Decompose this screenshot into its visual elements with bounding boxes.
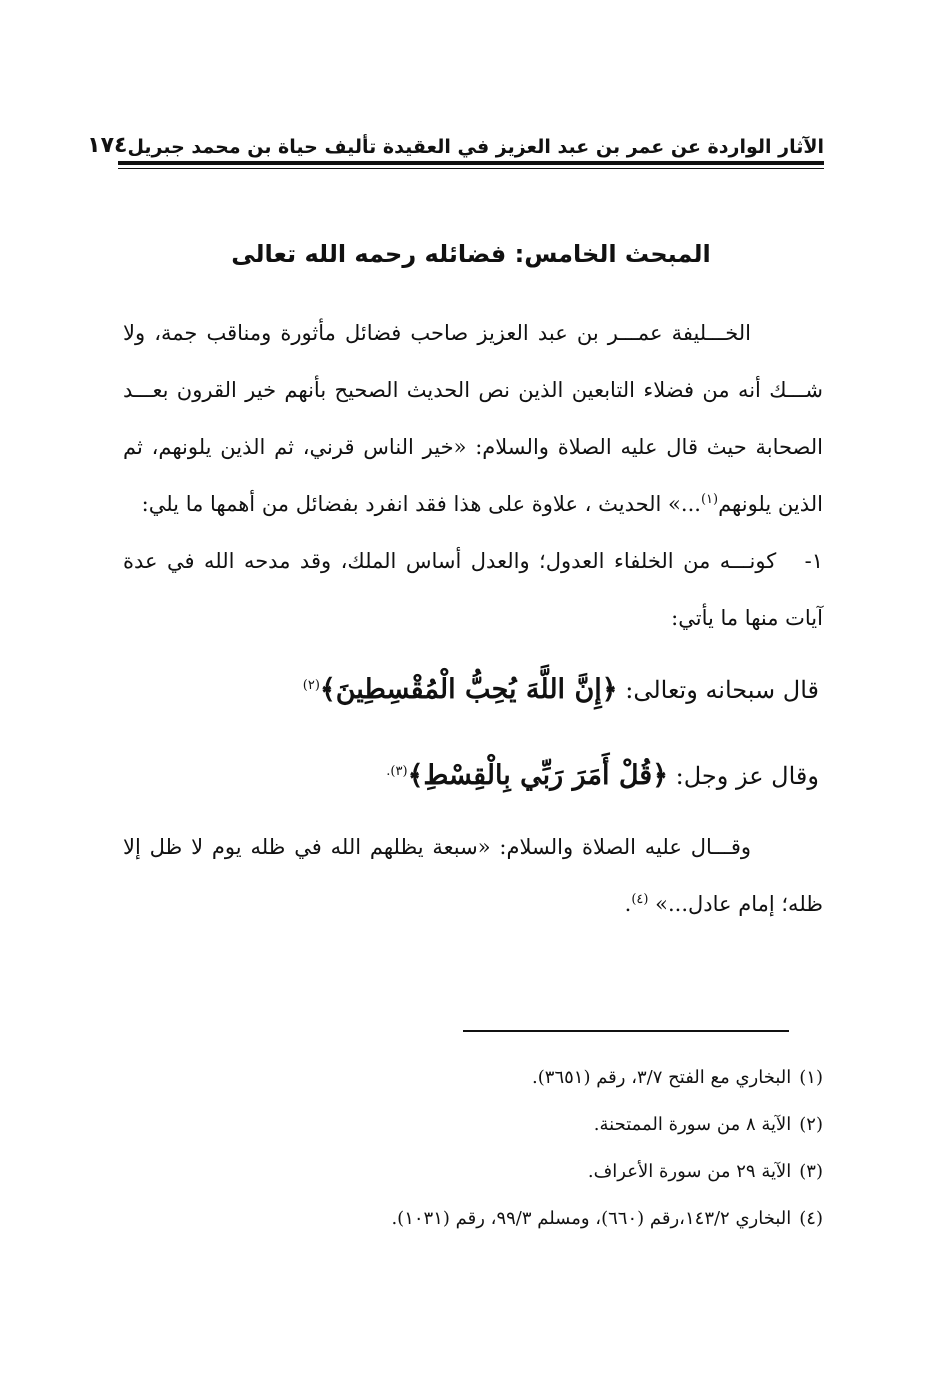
verse-intro: قال سبحانه وتعالى: (625, 676, 819, 704)
footnote-text: الآية ٢٩ من سورة الأعراف. (587, 1161, 792, 1182)
footnote-number: (٢) (799, 1114, 823, 1135)
intro-paragraph-text: الخـــليفة عمـــر بن عبد العزيز صاحب فضائل مأثورة ومناقب جمة، ولا شـــك أنه من فضلاء التابعين الذين نص الحديث الصحيح بأنهم خير القرون بعـــد الصحابة حيث قال عليه الصلاة والسلام: «خير الناس قرني، ثم الذين يلونهم، ثم الذين يلونهم (123, 321, 823, 516)
footnote-item (123, 1148, 823, 1195)
footnote-item (123, 1195, 823, 1242)
verse-text: ﴿إِنَّ اللَّهَ يُحِبُّ الْمُقْسِطِينَ﴾ (319, 674, 618, 705)
footnote-number: (١) (799, 1067, 823, 1088)
section-heading: المبحث الخامس: فضائله رحمه الله تعالى (231, 240, 711, 268)
hadith-paragraph (123, 819, 823, 933)
footnote-ref: (٢) (302, 678, 320, 693)
footnote-text: البخاري مع الفتح ٣/٧، رقم (٣٦٥١). (532, 1067, 792, 1088)
verse-intro: وقال عز وجل: (675, 762, 819, 790)
footnote-item (123, 1054, 823, 1101)
hadith-end: . (624, 892, 632, 916)
footnote-number: (٤) (799, 1208, 823, 1229)
page-number: ١٧٤ (87, 133, 128, 158)
hadith-text: وقـــال عليه الصلاة والسلام: «سبعة يظلهم الله في ظله يوم لا ظل إلا ظله؛ إمام عادل...» (123, 835, 823, 916)
footnote-item (123, 1101, 823, 1148)
header-title: الآثار الواردة عن عمر بن عبد العزيز في العقيدة تأليف حياة بن محمد جبريل (127, 136, 824, 158)
verse-line-2 (123, 733, 823, 819)
footnote-text: الآية ٨ من سورة الممتحنة. (593, 1114, 792, 1135)
body-text (123, 305, 823, 933)
footnote-ref: (١) (700, 492, 719, 507)
verse-text: ﴿قُلْ أَمَرَ رَبِّي بِالْقِسْطِ﴾ (407, 760, 669, 791)
intro-paragraph-end: ...» الحديث ، علاوة على هذا فقد انفرد بفضائل من أهمها ما يلي: (141, 492, 701, 516)
footnote-ref: (٣). (386, 764, 408, 779)
intro-paragraph (123, 305, 823, 533)
list-item-text: كونـــه من الخلفاء العدول؛ والعدل أساس الملك، وقد مدحه الله في عدة آيات منها ما يأتي: (123, 549, 823, 630)
footnote-number: (٣) (799, 1161, 823, 1182)
running-header (87, 118, 824, 158)
header-rule (118, 161, 824, 165)
header-rule-thin (118, 168, 824, 169)
list-item-number: ١- (804, 549, 823, 573)
verse-line-1 (123, 647, 823, 733)
footnote-separator (463, 1030, 789, 1032)
list-item-1 (123, 533, 823, 647)
footnote-text: البخاري ١٤٣/٢،رقم (٦٦٠)، ومسلم ٩٩/٣، رقم (١٠٣١). (391, 1208, 792, 1229)
footnote-ref: (٤) (631, 892, 649, 907)
footnotes (123, 1054, 823, 1242)
